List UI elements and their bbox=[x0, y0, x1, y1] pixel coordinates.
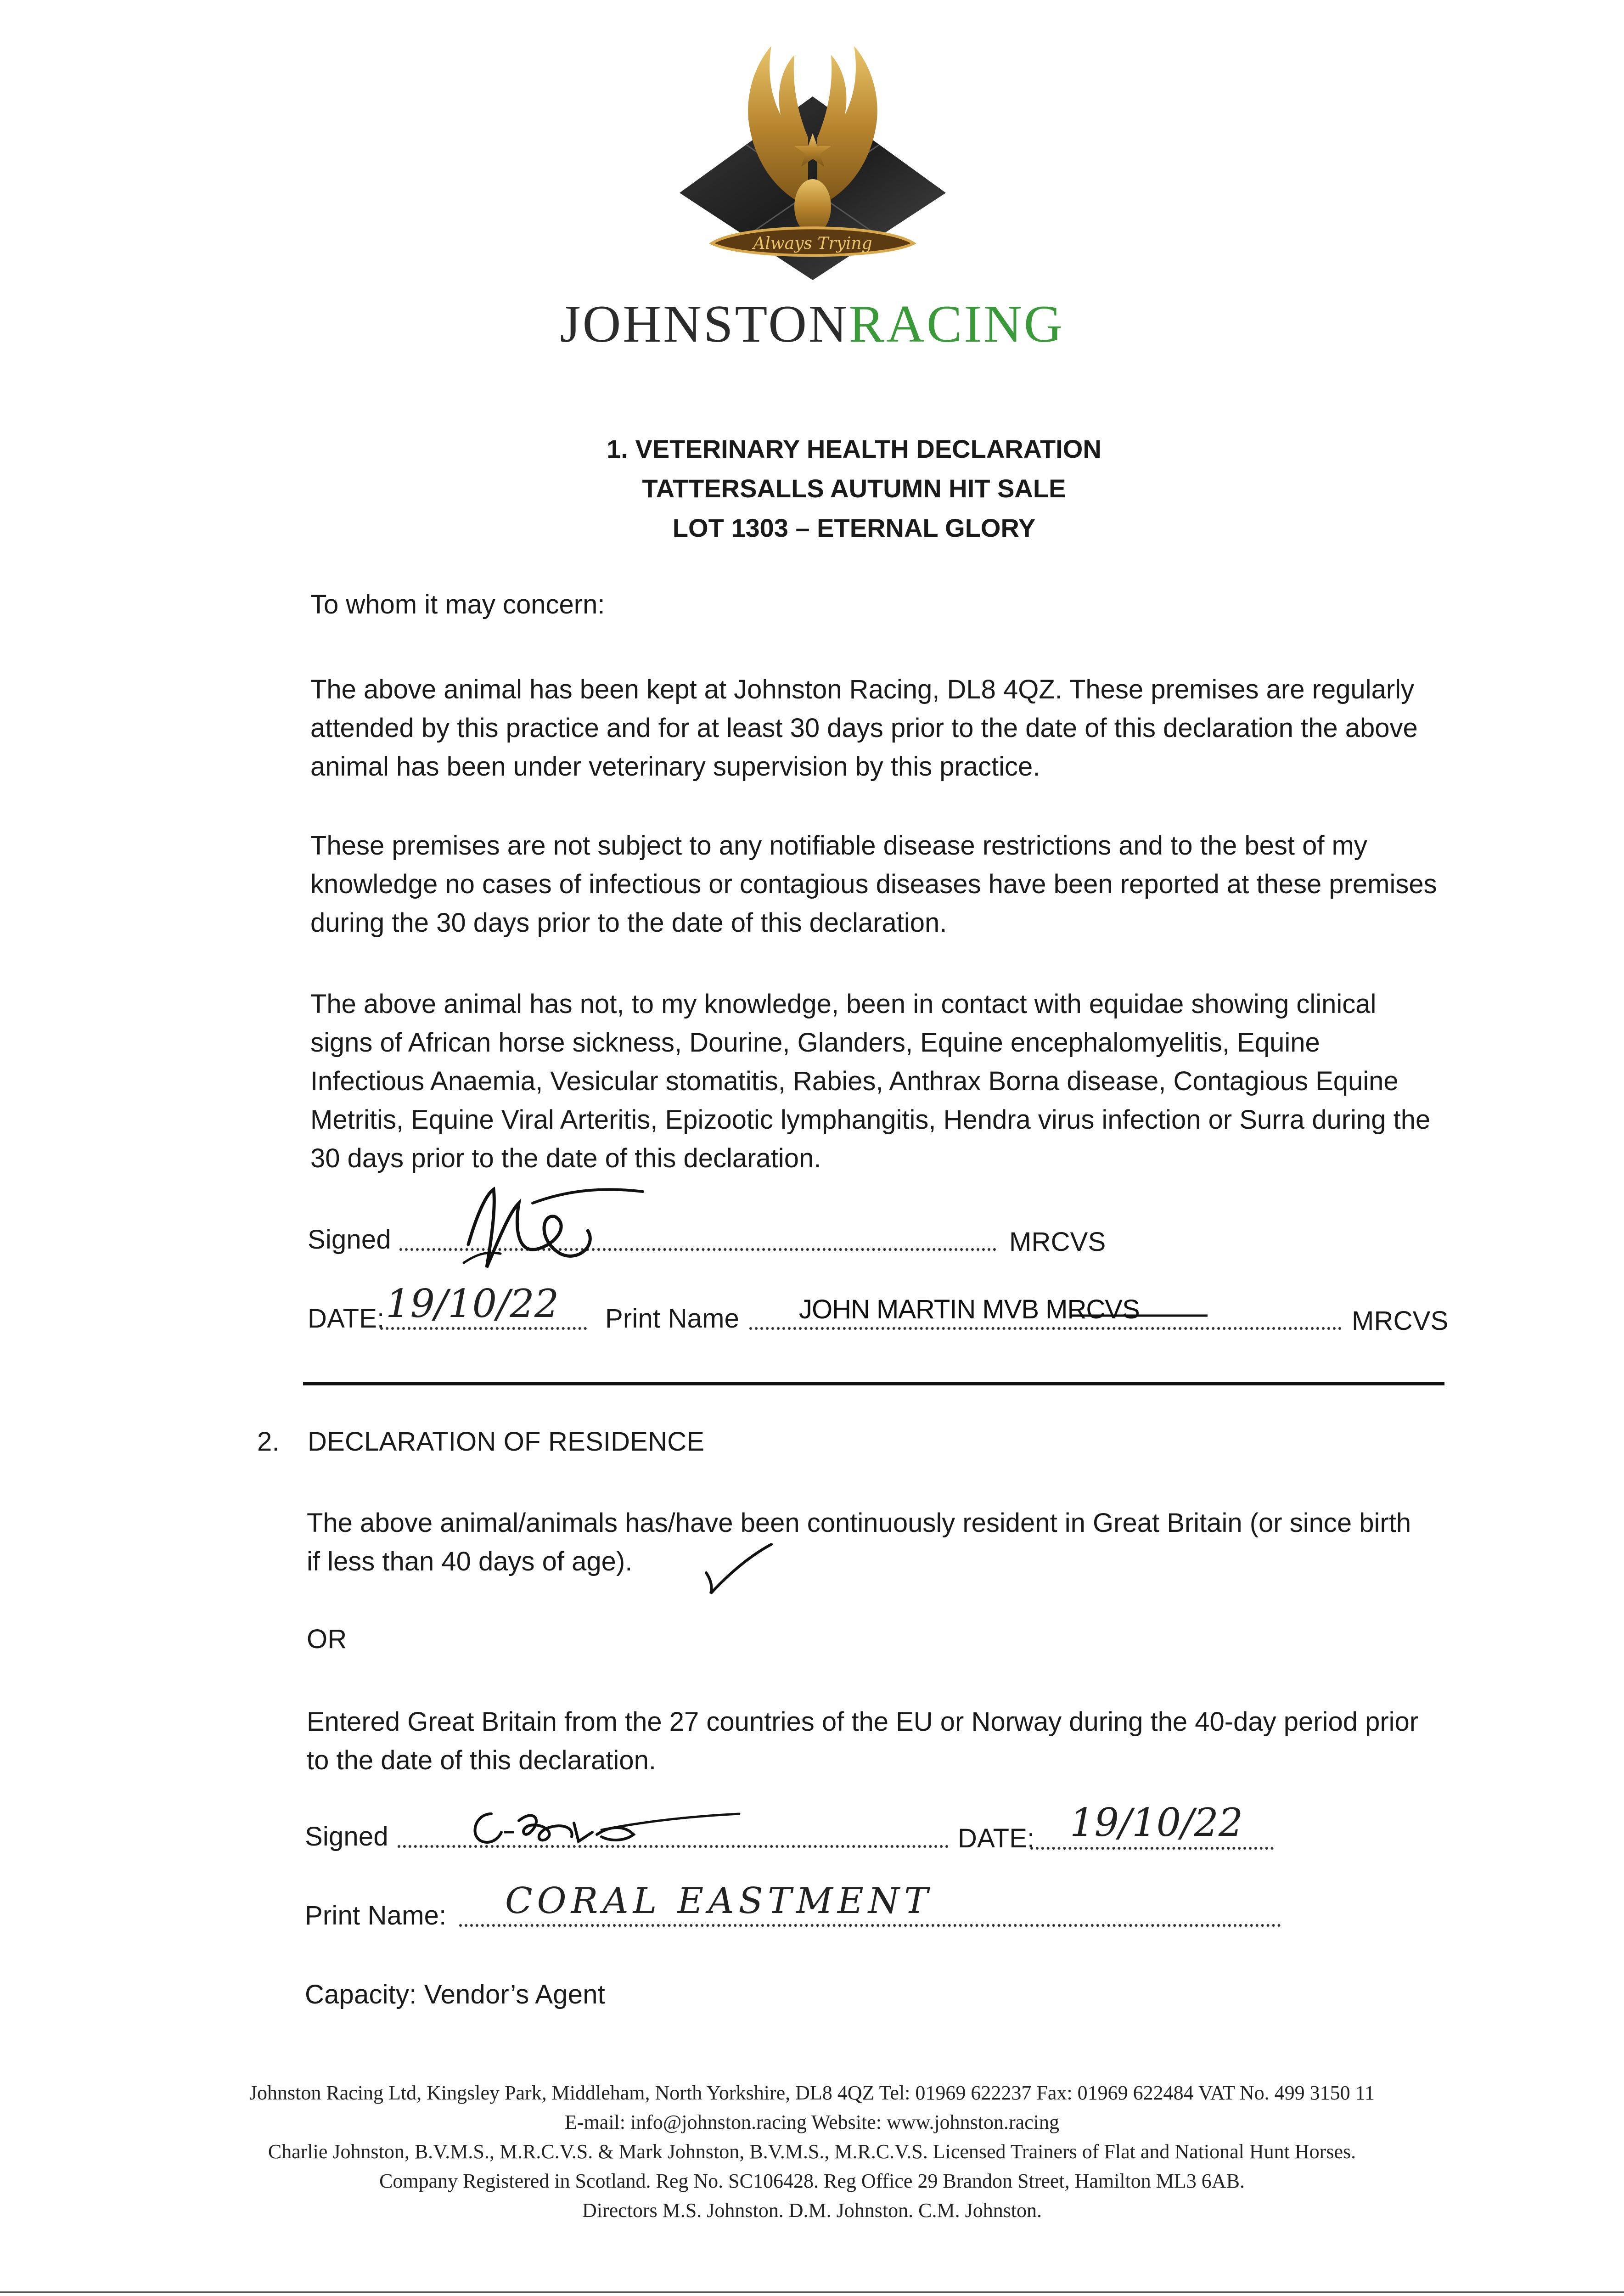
vet-signed-suffix: MRCVS bbox=[1009, 1227, 1106, 1257]
section1-paragraph-3: The above animal has not, to my knowledge, been in contact with equidae showing clinical signs of African horse sickness, Dourine, Glanders, Equine encephalomyelitis, Equine Infectious Anaemia, Vesicular stomatitis, Rabies, Anthrax Borna disease, Contagious Equine Metritis, Equine Viral Arteritis, Epizootic lymphangitis, Hendra virus infection or Surra during the 30 days prior to the date of this declaration. bbox=[310, 989, 1431, 1173]
footer-contact: E-mail: info@johnston.racing Website: www.johnston.racing bbox=[565, 2111, 1059, 2133]
footer-registration: Company Registered in Scotland. Reg No. SC106428. Reg Office 29 Brandon Street, Hamilton ML3 6AB. bbox=[379, 2170, 1245, 2192]
stamp-strikethrough bbox=[1070, 1311, 1208, 1320]
agent-signature bbox=[464, 1800, 748, 1855]
agent-print-name-line bbox=[459, 1924, 1281, 1927]
vet-date-label: DATE: bbox=[308, 1304, 385, 1334]
logo-motto: Always Trying bbox=[753, 234, 872, 253]
vet-date-line bbox=[380, 1327, 587, 1330]
vet-print-name-suffix: MRCVS bbox=[1352, 1306, 1449, 1336]
footer-address: Johnston Racing Ltd, Kingsley Park, Middleham, North Yorkshire, DL8 4QZ Tel: 01969 622237 Fax: 01969 622484 VAT No. 499 3150 11 bbox=[249, 2082, 1375, 2104]
section-divider bbox=[303, 1382, 1444, 1385]
agent-print-name-value: CORAL EASTMENT bbox=[505, 1880, 933, 1922]
agent-signed-label: Signed bbox=[305, 1822, 388, 1851]
heading-line-2: TATTERSALLS AUTUMN HIT SALE bbox=[642, 474, 1066, 503]
residence-paragraph-2: Entered Great Britain from the 27 countries of the EU or Norway during the 40-day period prior to the date of this declaration. bbox=[307, 1707, 1419, 1775]
wordmark-johnston: JOHNSTON bbox=[560, 295, 849, 354]
scan-edge bbox=[0, 2291, 1624, 2293]
agent-date-line bbox=[1030, 1847, 1274, 1850]
winged-emblem-icon bbox=[661, 41, 964, 289]
vet-print-name-line bbox=[749, 1327, 1342, 1330]
section1-paragraph-2: These premises are not subject to any notifiable disease restrictions and to the best of my knowledge no cases of infectious or contagious diseases have been reported at these premises during the 30 days prior to the date of this declaration. bbox=[310, 831, 1437, 938]
agent-date-value: 19/10/22 bbox=[1070, 1800, 1243, 1845]
agent-print-name-label: Print Name: bbox=[305, 1901, 447, 1930]
footer-trainers: Charlie Johnston, B.V.M.S., M.R.C.V.S. & Mark Johnston, B.V.M.S., M.R.C.V.S. Licensed Trainers of Flat and National Hunt Horses. bbox=[268, 2140, 1356, 2163]
agent-capacity: Capacity: Vendor’s Agent bbox=[305, 1980, 605, 2009]
salutation: To whom it may concern: bbox=[310, 590, 605, 619]
section2-number: 2. bbox=[257, 1427, 280, 1457]
vet-print-name-label: Print Name bbox=[605, 1304, 740, 1334]
checkmark-icon bbox=[702, 1541, 776, 1600]
company-logo bbox=[661, 41, 964, 289]
section2-heading: DECLARATION OF RESIDENCE bbox=[308, 1427, 705, 1457]
residence-paragraph-1: The above animal/animals has/have been continuously resident in Great Britain (or since birth if less than 40 days of age). bbox=[307, 1508, 1411, 1576]
heading-line-1: 1. VETERINARY HEALTH DECLARATION bbox=[607, 434, 1101, 463]
wordmark-racing: RACING bbox=[849, 295, 1064, 354]
section1-paragraph-1: The above animal has been kept at Johnston Racing, DL8 4QZ. These premises are regularly attended by this practice and for at least 30 days prior to the date of this declaration the above animal has been under veterinary supervision by this practice. bbox=[310, 675, 1418, 782]
footer-directors: Directors M.S. Johnston. D.M. Johnston. C.M. Johnston. bbox=[582, 2199, 1042, 2222]
vet-print-name-stamp: JOHN MARTIN MVB MRCVS bbox=[799, 1294, 1140, 1324]
agent-date-label: DATE: bbox=[958, 1823, 1035, 1853]
vet-date-value: 19/10/22 bbox=[386, 1281, 559, 1326]
or-separator: OR bbox=[307, 1624, 347, 1654]
heading-line-3: LOT 1303 – ETERNAL GLORY bbox=[672, 513, 1036, 542]
vet-signed-label: Signed bbox=[308, 1225, 391, 1255]
section1-heading bbox=[459, 429, 1249, 548]
company-footer bbox=[115, 2078, 1509, 2225]
company-wordmark bbox=[459, 294, 1165, 355]
vet-signature bbox=[450, 1176, 661, 1281]
